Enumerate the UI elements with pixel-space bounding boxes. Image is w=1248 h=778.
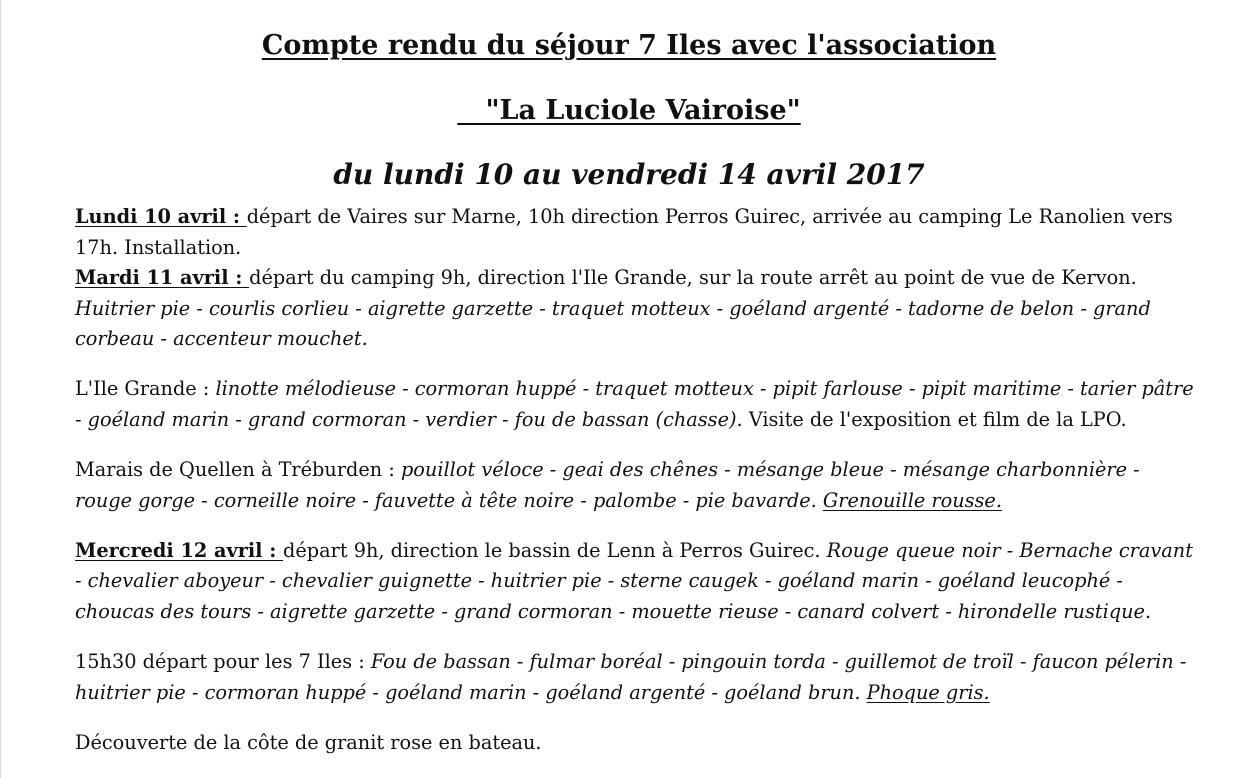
species-mardi: Huitrier pie - courlis corlieu - aigrette garzette - traquet motteux - goéland argenté - tadorne de belon - grand corbeau - accenteur mouchet. bbox=[75, 296, 1151, 351]
text-quellen: Marais de Quellen à Tréburden : bbox=[75, 458, 401, 482]
text-sept-iles: 15h30 départ pour les 7 Iles : bbox=[75, 650, 371, 674]
association-name bbox=[0, 95, 1248, 126]
other-fauna-quellen: Grenouille rousse. bbox=[822, 488, 1002, 512]
document-title: Compte rendu du séjour 7 Iles avec l'association bbox=[261, 30, 997, 61]
paragraph-granit bbox=[75, 728, 1195, 759]
species-ile-grande: linotte mélodieuse - cormoran huppé - traquet motteux - pipit farlouse - pipit maritime - tarier pâtre - goéland marin - grand cormoran - verdier - fou de bassan (chasse). bbox=[75, 377, 1194, 432]
paragraph-sept-iles bbox=[75, 647, 1195, 708]
text-ile-grande: L'Ile Grande : bbox=[75, 377, 216, 401]
species-mercredi: Rouge queue noir - Bernache cravant - chevalier aboyeur - chevalier guignette - huitrier pie - sterne caugek - goéland marin - goéland leucophé - choucas des tours - aigrette garzette - grand cormoran - mouette rieuse - canard colvert - hirondelle rustique. bbox=[75, 538, 1193, 624]
paragraph-ile-grande bbox=[75, 374, 1195, 435]
report-body bbox=[75, 202, 1195, 758]
paragraph-lundi bbox=[75, 202, 1195, 263]
association-name-text: "La Luciole Vairoise" bbox=[485, 95, 801, 126]
other-fauna-sept-iles: Phoque gris. bbox=[866, 680, 990, 704]
text-ile-grande-after: Visite de l'exposition et film de la LPO. bbox=[742, 408, 1127, 432]
day-label-mercredi: Mercredi 12 avril : bbox=[75, 538, 284, 562]
day-label-mardi: Mardi 11 avril : bbox=[75, 266, 250, 290]
day-label-lundi: Lundi 10 avril : bbox=[75, 205, 247, 228]
text-granit: Découverte de la côte de granit rose en bateau. bbox=[75, 730, 542, 754]
text-mardi: départ du camping 9h, direction l'Ile Grande, sur la route arrêt au point de vue de Kervon. bbox=[249, 266, 1137, 290]
text-mercredi: départ 9h, direction le bassin de Lenn à Perros Guirec. bbox=[283, 538, 827, 562]
date-range-subtitle: du lundi 10 au vendredi 14 avril 2017 bbox=[333, 158, 925, 191]
paragraph-mercredi bbox=[75, 536, 1195, 628]
paragraph-quellen bbox=[75, 455, 1195, 516]
paragraph-mardi bbox=[75, 263, 1195, 355]
species-quellen: pouillot véloce - geai des chênes - mésange bleue - mésange charbonnière - rouge gorge - corneille noire - fauvette à tête noire - palombe - pie bavarde. bbox=[75, 458, 1140, 512]
text-lundi: départ de Vaires sur Marne, 10h direction Perros Guirec, arrivée au camping Le Ranolien vers 17h. Installation. bbox=[75, 205, 1173, 259]
species-sept-iles: Fou de bassan - fulmar boréal - pingouin torda - guillemot de troïl - faucon pélerin - huitrier pie - cormoran huppé - goéland marin - goéland argenté - goéland brun. bbox=[75, 650, 1187, 704]
